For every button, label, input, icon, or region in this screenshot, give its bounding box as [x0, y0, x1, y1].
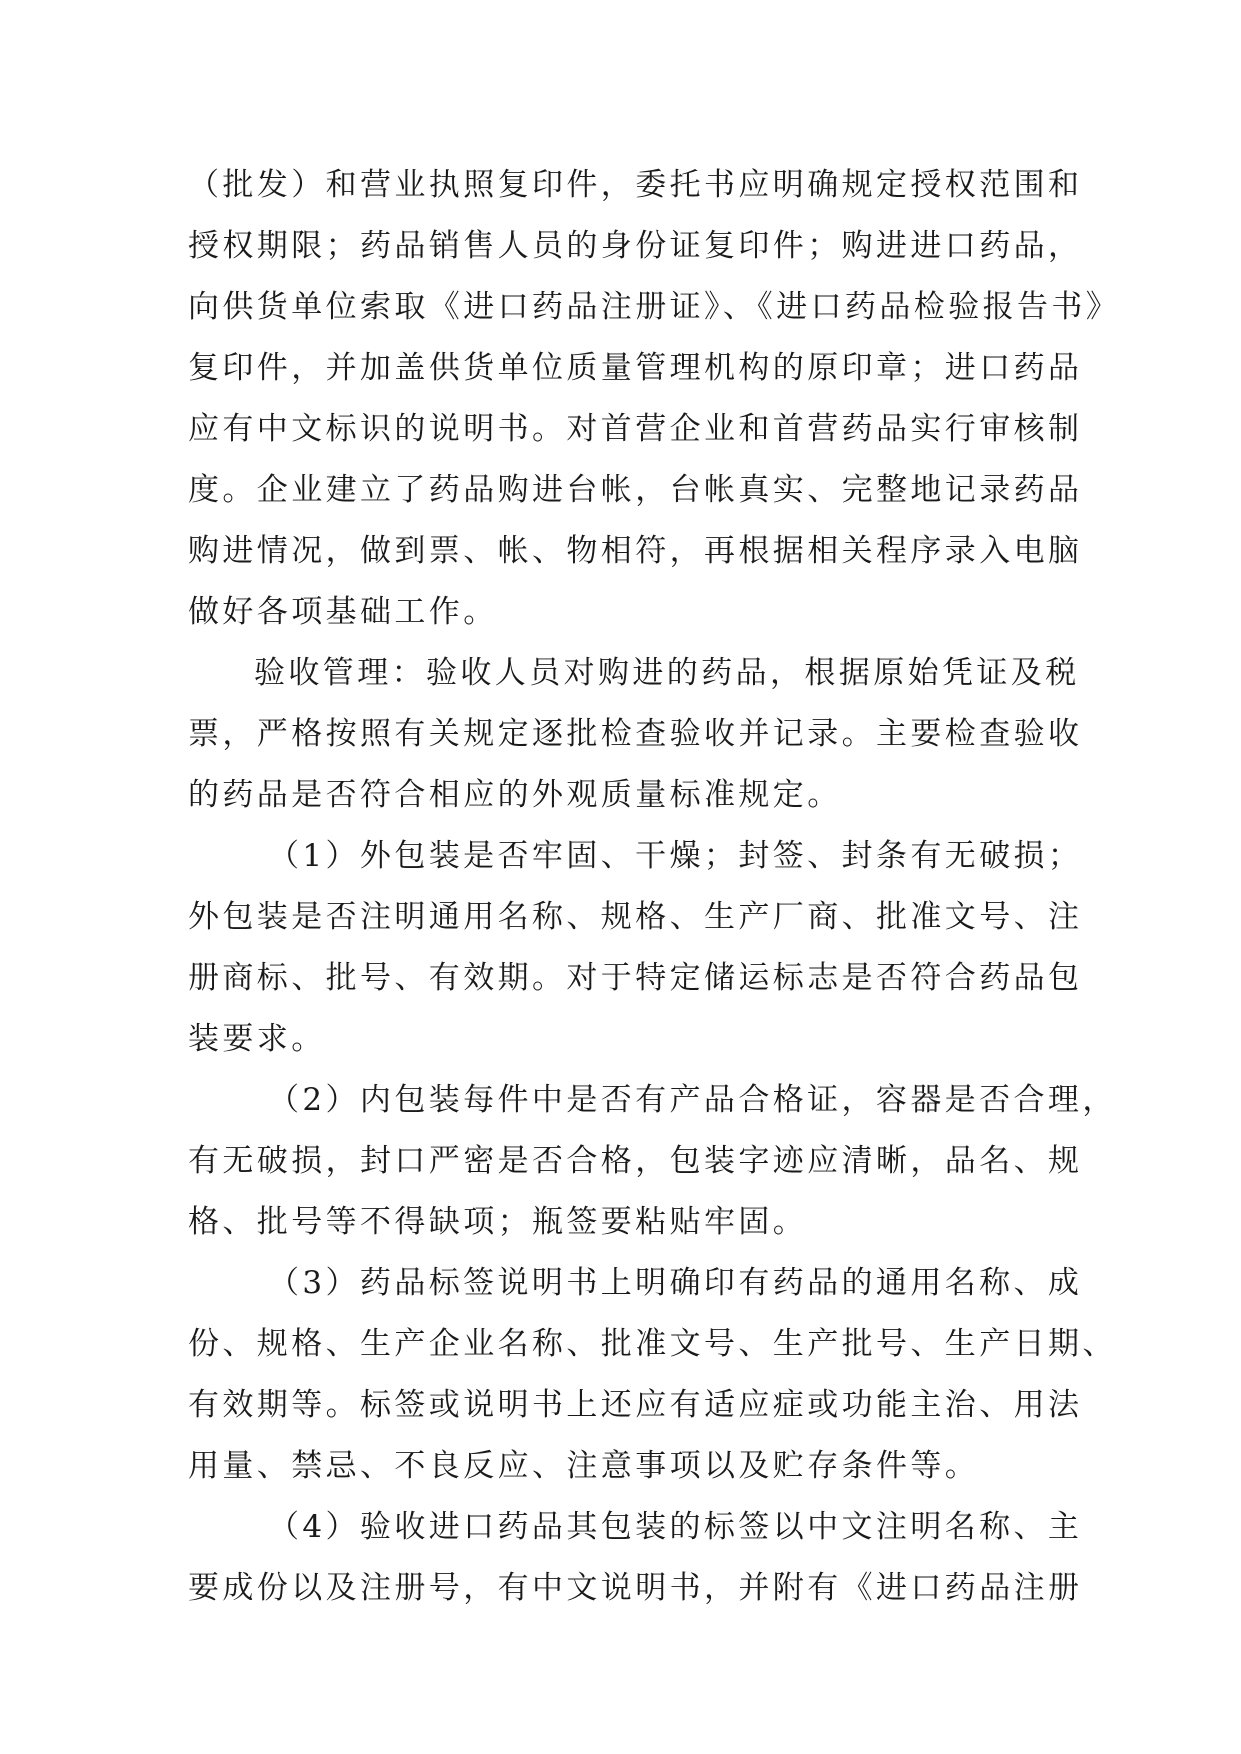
text-line: 购进情况，做到票、帐、物相符，再根据相关程序录入电脑 — [188, 533, 1083, 569]
document-body — [188, 155, 1121, 1619]
list-item-start-line: （1）外包装是否牢固、干燥；封签、封条有无破损； — [268, 838, 1083, 874]
text-line: 应有中文标识的说明书。对首营企业和首营药品实行审核制 — [188, 411, 1083, 447]
text-line: 向供货单位索取《进口药品注册证》、《进口药品检验报告书》 — [188, 289, 1121, 325]
text-line: 票，严格按照有关规定逐批检查验收并记录。主要检查验收 — [188, 716, 1083, 752]
list-item-start-line: （3）药品标签说明书上明确印有药品的通用名称、成 — [268, 1265, 1083, 1301]
text-line: 格、批号等不得缺项；瓶签要粘贴牢固。 — [188, 1204, 808, 1240]
text-line: 的药品是否符合相应的外观质量标准规定。 — [188, 777, 842, 813]
text-line: 份、规格、生产企业名称、批准文号、生产批号、生产日期、 — [188, 1326, 1117, 1362]
text-line: 授权期限；药品销售人员的身份证复印件；购进进口药品， — [188, 228, 1083, 264]
text-line: 装要求。 — [188, 1021, 326, 1057]
text-line: 做好各项基础工作。 — [188, 594, 498, 630]
text-line: 册商标、批号、有效期。对于特定储运标志是否符合药品包 — [188, 960, 1083, 996]
paragraph-start-line: 验收管理：验收人员对购进的药品，根据原始凭证及税 — [254, 655, 1080, 691]
text-line: 复印件，并加盖供货单位质量管理机构的原印章；进口药品 — [188, 350, 1083, 386]
list-item-start-line: （2）内包装每件中是否有产品合格证，容器是否合理， — [268, 1082, 1117, 1118]
text-line: 有无破损，封口严密是否合格，包装字迹应清晰，品名、规 — [188, 1143, 1083, 1179]
text-line: 要成份以及注册号，有中文说明书，并附有《进口药品注册 — [188, 1570, 1083, 1606]
text-line: 用量、禁忌、不良反应、注意事项以及贮存条件等。 — [188, 1448, 980, 1484]
list-item-start-line: （4）验收进口药品其包装的标签以中文注明名称、主 — [268, 1509, 1083, 1545]
text-line: （批发）和营业执照复印件，委托书应明确规定授权范围和 — [188, 167, 1083, 203]
text-line: 有效期等。标签或说明书上还应有适应症或功能主治、用法 — [188, 1387, 1083, 1423]
text-line: 外包装是否注明通用名称、规格、生产厂商、批准文号、注 — [188, 899, 1083, 935]
text-line: 度。企业建立了药品购进台帐，台帐真实、完整地记录药品 — [188, 472, 1083, 508]
